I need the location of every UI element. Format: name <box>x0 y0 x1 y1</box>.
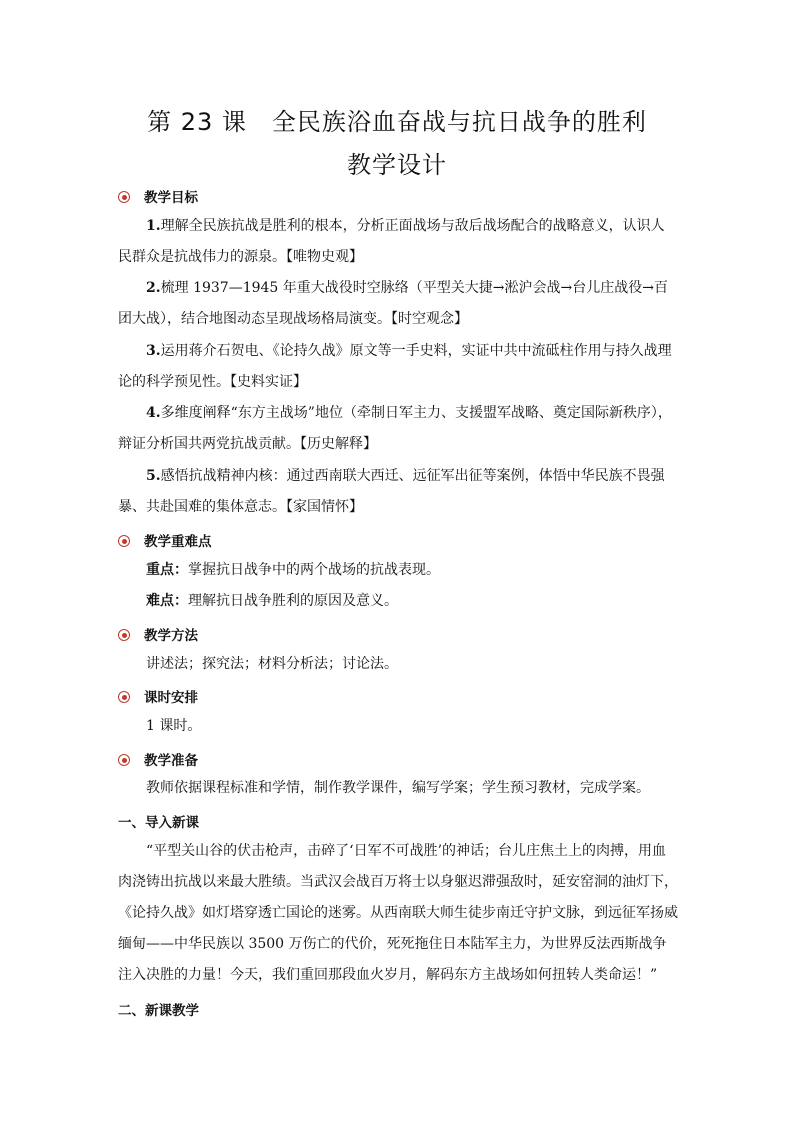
objective-text: 感悟抗战精神内核：通过西南联大西迁、远征军出征等案例，体悟中华民族不畏强暴、共赴国难的集体意志。【家国情怀】 <box>118 468 665 515</box>
key-point-text: 掌握抗日战争中的两个战场的抗战表现。 <box>188 562 440 578</box>
objective-text: 梳理 1937—1945 年重大战役时空脉络（平型关大捷→淞沪会战→台儿庄战役→百团大战），结合地图动态呈现战场格局演变。【时空观念】 <box>118 280 668 327</box>
methods-text: 讲述法；探究法；材料分析法；讨论法。 <box>146 656 398 672</box>
lesson-subtitle: 教学设计 <box>347 151 447 179</box>
section-heading-text: 教学方法 <box>144 628 198 644</box>
difficulty-line <box>118 586 678 617</box>
circle-bullet-icon <box>118 191 130 203</box>
objective-item-4 <box>118 398 678 460</box>
objective-item-1 <box>118 211 678 273</box>
section-intro-heading: 一、导入新课 <box>118 815 199 831</box>
circle-bullet-icon <box>118 691 130 703</box>
objective-text: 运用蒋介石贺电、《论持久战》原文等一手史料，实证中共中流砥柱作用与持久战理论的科学预见性。【史料实证】 <box>118 343 672 390</box>
circle-bullet-icon <box>118 754 130 766</box>
objective-number: 4. <box>146 405 161 421</box>
objective-text: 理解全民族抗战是胜利的根本，分析正面战场与敌后战场配合的战略意义，认识人民群众是抗战伟力的源泉。【唯物史观】 <box>118 218 665 265</box>
schedule-text: 1 课时。 <box>146 718 202 734</box>
section-methods-heading <box>118 624 198 644</box>
section-heading-text: 教学重难点 <box>144 534 212 550</box>
circle-bullet-icon <box>118 629 130 641</box>
preparation-text: 教师依据课程标准和学情，制作教学课件，编写学案；学生预习教材，完成学案。 <box>146 780 650 796</box>
section-heading-text: 教学准备 <box>144 753 198 769</box>
section-keypoints-heading <box>118 530 212 550</box>
section-objectives-heading <box>118 186 198 206</box>
section-preparation-heading <box>118 749 198 769</box>
objective-item-5 <box>118 461 678 523</box>
objective-text: 多维度阐释“东方主战场”地位（牵制日军主力、支援盟军战略、奠定国际新秩序），辩证分析国共两党抗战贡献。【历史解释】 <box>118 405 672 452</box>
objective-item-2 <box>118 273 678 335</box>
circle-bullet-icon <box>118 535 130 547</box>
key-point-line <box>118 555 678 586</box>
difficulty-text: 理解抗日战争胜利的原因及意义。 <box>188 593 398 609</box>
key-point-label: 重点： <box>146 562 188 578</box>
section-heading-text: 教学目标 <box>144 190 198 206</box>
objective-item-3 <box>118 336 678 398</box>
lesson-title: 第 23 课 全民族浴血奋战与抗日战争的胜利 <box>147 108 647 136</box>
section-schedule-heading <box>118 686 198 706</box>
difficulty-label: 难点： <box>146 593 188 609</box>
objective-number: 5. <box>146 468 161 484</box>
objective-number: 2. <box>146 280 161 296</box>
section-heading-text: 课时安排 <box>144 690 198 706</box>
section-new-lesson-heading: 二、新课教学 <box>118 1003 199 1019</box>
intro-paragraph: “平型关山谷的伏击枪声，击碎了‘日军不可战胜’的神话；台儿庄焦土上的肉搏，用血肉浇铸出抗战以来最大胜绩。当武汉会战百万将士以身躯迟滞强敌时，延安窑洞的油灯下，《论持久战》如灯塔穿透亡国论的迷雾。从西南联大师生徒步南迁守护文脉，到远征军扬威缅甸——中华民族以 3500 万伤亡的代价，死死拖住日本陆军主力，为世界反法西斯战争注入决胜的力量！今天，我们重回那段血火岁月，解码东方主战场如何扭转人类命运！” <box>118 843 678 983</box>
objective-number: 3. <box>146 343 161 359</box>
objective-number: 1. <box>146 218 161 234</box>
